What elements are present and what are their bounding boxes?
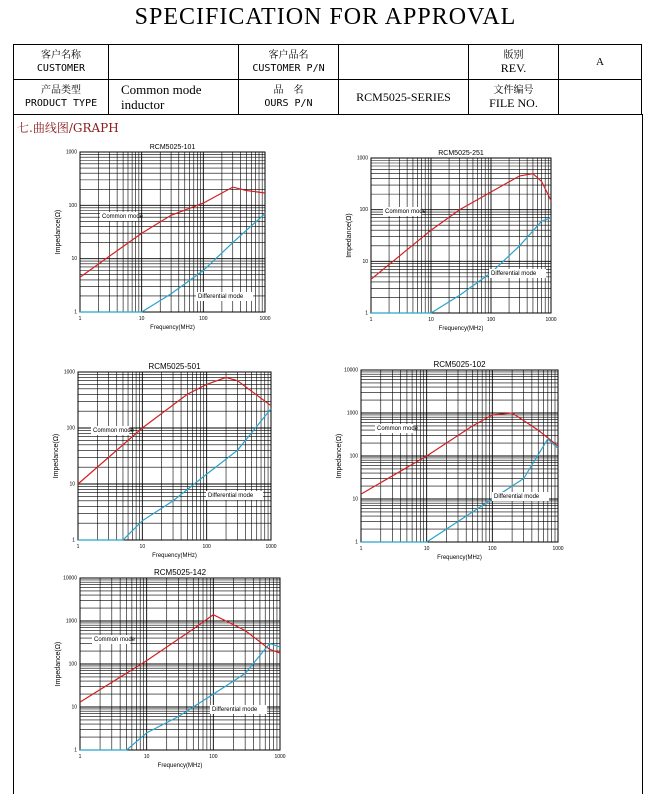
y-tick-label: 1000 bbox=[65, 618, 77, 625]
customer-pn-value bbox=[339, 45, 469, 80]
y-tick-label: 1000 bbox=[65, 149, 77, 156]
chart-grid bbox=[371, 158, 551, 313]
y-tick-label: 10 bbox=[71, 256, 77, 263]
chart-title: RCM5025-142 bbox=[153, 568, 207, 577]
chart-rcm5025-251 bbox=[343, 144, 563, 333]
y-tick-label: 1 bbox=[74, 747, 77, 754]
x-tick-label: 100 bbox=[199, 316, 208, 322]
product-type-label-en: PRODUCT TYPE bbox=[24, 98, 98, 109]
customer-label-en: CUSTOMER bbox=[36, 63, 86, 74]
chart-grid bbox=[78, 372, 271, 540]
y-tick-label: 1 bbox=[72, 537, 75, 544]
chart-grid bbox=[80, 152, 265, 312]
x-tick-label: 100 bbox=[488, 546, 497, 552]
y-tick-label: 100 bbox=[68, 661, 77, 668]
chart-title: RCM5025-501 bbox=[148, 362, 201, 371]
chart-grid bbox=[80, 578, 280, 750]
chart-title: RCM5025-101 bbox=[149, 144, 196, 151]
x-axis-label: Frequency(MHz) bbox=[438, 326, 484, 332]
y-tick-label: 100 bbox=[359, 207, 368, 214]
x-tick-label: 1 bbox=[78, 316, 82, 322]
series-label-differential-mode: Differential mode bbox=[491, 271, 537, 277]
y-axis-label: Impedance(Ω) bbox=[346, 213, 353, 258]
y-tick-label: 10 bbox=[352, 496, 358, 503]
rev-label-zh: 版别 bbox=[503, 50, 524, 61]
series-label-common-mode: Common mode bbox=[102, 214, 144, 220]
chart-rcm5025-101 bbox=[52, 138, 277, 332]
y-tick-label: 10000 bbox=[344, 367, 358, 374]
ours-pn-label-en: OURS P/N bbox=[264, 98, 313, 109]
x-tick-label: 10 bbox=[428, 317, 434, 323]
x-tick-label: 10 bbox=[139, 544, 146, 550]
series-label-differential-mode: Differential mode bbox=[198, 294, 244, 300]
y-tick-label: 10 bbox=[69, 481, 75, 488]
x-tick-label: 10 bbox=[143, 754, 150, 760]
customer-pn-label-en: CUSTOMER P/N bbox=[252, 63, 325, 74]
page-title: SPECIFICATION FOR APPROVAL bbox=[134, 4, 517, 30]
customer-pn-label-zh: 客户品名 bbox=[268, 50, 309, 61]
file-no-label-cell bbox=[469, 80, 559, 115]
series-label-common-mode: Common mode bbox=[385, 209, 427, 215]
x-tick-label: 1 bbox=[78, 754, 82, 760]
plot-frame bbox=[371, 158, 551, 313]
y-tick-label: 100 bbox=[68, 202, 77, 209]
series-line-differential-mode bbox=[361, 439, 558, 542]
chart-rcm5025-142 bbox=[52, 564, 292, 770]
x-tick-label: 1000 bbox=[265, 544, 277, 550]
x-tick-label: 1 bbox=[369, 317, 373, 323]
product-type-label-cell bbox=[14, 80, 109, 115]
y-axis-label: Impedance(Ω) bbox=[55, 641, 62, 687]
product-type-value-line1: Common mode bbox=[121, 82, 202, 97]
rev-label-cell bbox=[469, 45, 559, 80]
customer-value bbox=[109, 45, 239, 80]
chart-grid bbox=[361, 370, 558, 542]
rev-label-en: REV. bbox=[500, 61, 527, 75]
series-label-differential-mode: Differential mode bbox=[212, 707, 258, 713]
y-axis-label: Impedance(Ω) bbox=[336, 433, 343, 479]
series-line-differential-mode bbox=[80, 644, 280, 751]
ours-pn-label-cell bbox=[239, 80, 339, 115]
customer-label-cell bbox=[14, 45, 109, 80]
x-axis-label: Frequency(MHz) bbox=[437, 555, 482, 561]
y-axis-label: Impedance(Ω) bbox=[55, 209, 62, 255]
series-label-differential-mode: Differential mode bbox=[208, 493, 254, 499]
series-label-differential-mode: Differential mode bbox=[494, 494, 540, 500]
y-tick-label: 1000 bbox=[356, 155, 368, 162]
y-tick-label: 1 bbox=[355, 539, 358, 546]
chart-rcm5025-102 bbox=[333, 356, 570, 562]
chart-title: RCM5025-102 bbox=[433, 360, 486, 369]
y-axis-label: Impedance(Ω) bbox=[53, 433, 60, 479]
rev-value: A bbox=[559, 45, 642, 80]
y-tick-label: 1000 bbox=[346, 410, 358, 417]
y-tick-label: 10 bbox=[71, 704, 77, 711]
ours-pn-value: RCM5025-SERIES bbox=[339, 80, 469, 115]
x-axis-label: Frequency(MHz) bbox=[157, 763, 203, 769]
x-tick-label: 1000 bbox=[552, 546, 564, 552]
product-type-value-line2: inductor bbox=[121, 97, 165, 112]
plot-frame bbox=[80, 152, 265, 312]
x-tick-label: 1000 bbox=[274, 754, 286, 760]
y-tick-label: 100 bbox=[66, 425, 75, 432]
x-tick-label: 1000 bbox=[259, 316, 271, 322]
x-tick-label: 100 bbox=[486, 317, 496, 323]
file-no-value bbox=[559, 80, 642, 115]
chart-title: RCM5025-251 bbox=[438, 150, 484, 157]
product-type-label-zh: 产品类型 bbox=[41, 85, 81, 96]
spec-header-table bbox=[13, 44, 642, 115]
series-label-common-mode: Common mode bbox=[93, 428, 135, 434]
x-tick-label: 10 bbox=[138, 316, 145, 322]
y-tick-label: 10000 bbox=[63, 575, 77, 582]
series-label-common-mode: Common mode bbox=[94, 637, 136, 643]
x-tick-label: 1 bbox=[76, 544, 80, 550]
customer-pn-label-cell bbox=[239, 45, 339, 80]
x-axis-label: Frequency(MHz) bbox=[152, 553, 197, 559]
x-tick-label: 1000 bbox=[545, 317, 557, 323]
file-no-label-zh: 文件编号 bbox=[493, 85, 534, 96]
series-line-differential-mode bbox=[371, 218, 551, 313]
y-tick-label: 1 bbox=[74, 309, 77, 316]
plot-frame bbox=[78, 372, 271, 540]
y-tick-label: 1000 bbox=[63, 369, 75, 376]
product-type-value-cell bbox=[109, 80, 239, 115]
series-label-common-mode: Common mode bbox=[377, 426, 419, 432]
file-no-label-en: FILE NO. bbox=[489, 96, 538, 110]
y-tick-label: 100 bbox=[349, 453, 358, 460]
x-tick-label: 100 bbox=[202, 544, 211, 550]
y-tick-label: 10 bbox=[362, 258, 368, 265]
x-tick-label: 100 bbox=[209, 754, 218, 760]
ours-pn-label-zh: 品 名 bbox=[273, 85, 304, 96]
y-tick-label: 1 bbox=[365, 310, 368, 317]
x-tick-label: 1 bbox=[359, 546, 363, 552]
x-axis-label: Frequency(MHz) bbox=[150, 325, 195, 331]
chart-rcm5025-501 bbox=[50, 358, 283, 560]
x-tick-label: 10 bbox=[423, 546, 430, 552]
section-label: 七.曲线图/GRAPH bbox=[17, 121, 119, 135]
customer-label-zh: 客户名称 bbox=[41, 50, 81, 61]
